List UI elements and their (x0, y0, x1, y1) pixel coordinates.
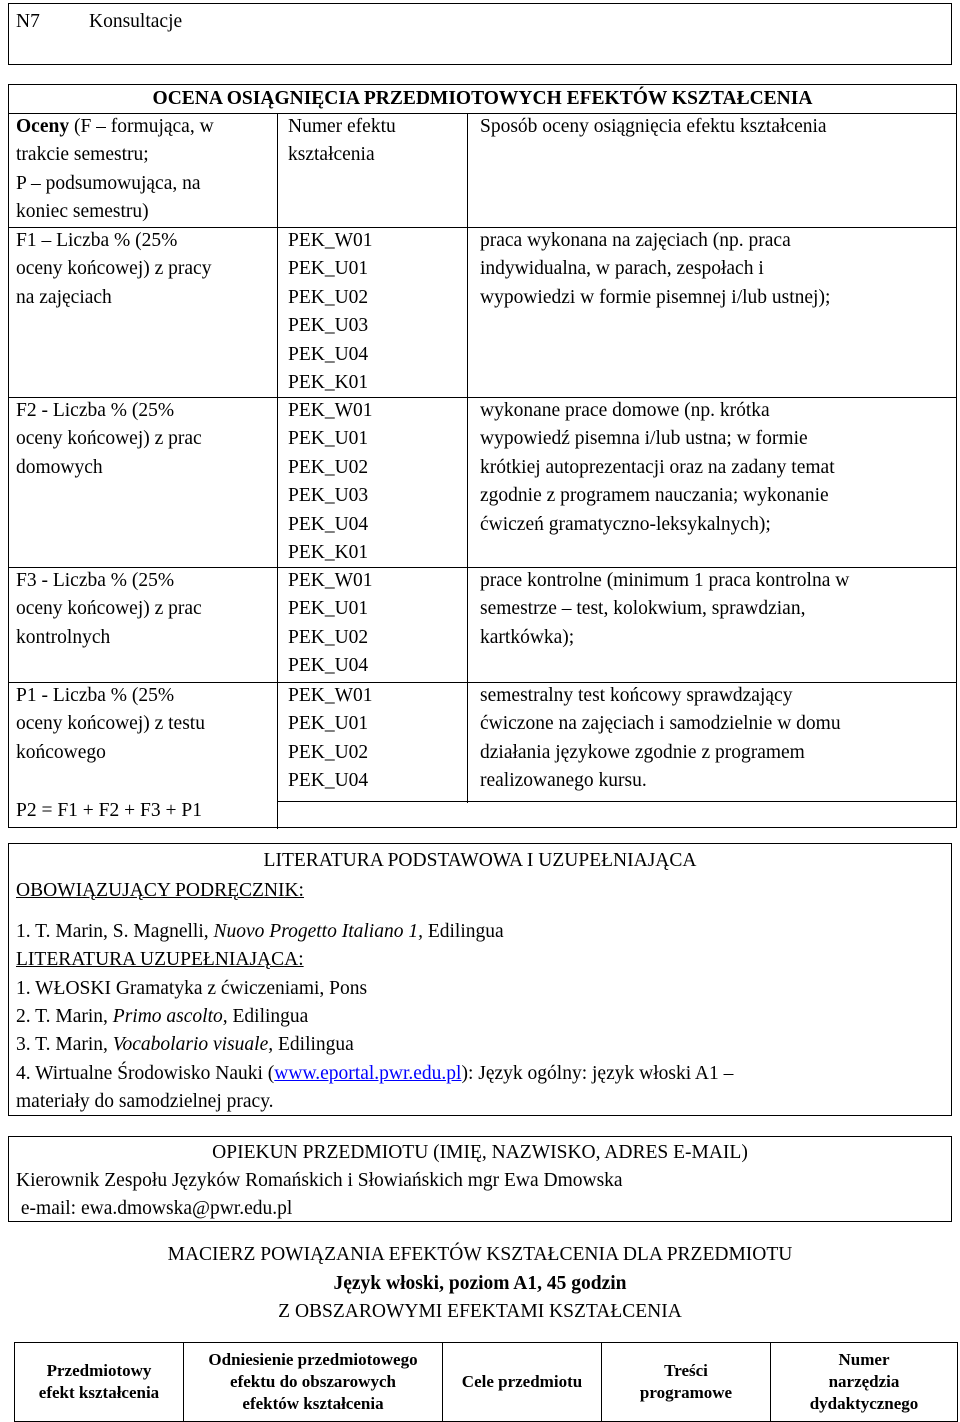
assessment-heading: OCENA OSIĄGNIĘCIA PRZEDMIOTOWYCH EFEKTÓW KSZTAŁCENIA (152, 88, 813, 109)
row-divider-5 (277, 801, 467, 802)
section-title: Konsultacje (89, 11, 183, 32)
grade-f3: F3 - Liczba % (25% oceny końcowej) z prac kontrolnych (16, 570, 202, 648)
eportal-link[interactable]: www.eportal.pwr.edu.pl (274, 1063, 462, 1084)
method-f3: prace kontrolne (minimum 1 praca kontrolna w semestrze – test, kolokwium, sprawdzian, kartkówka); (480, 570, 850, 648)
supervisor-email: e-mail: ewa.dmowska@pwr.edu.pl (16, 1198, 293, 1219)
matrix-col-objectives: Cele przedmiotu (443, 1343, 602, 1422)
supervisor-name: Kierownik Zespołu Języków Romańskich i Słowiańskich mgr Ewa Dmowska (16, 1170, 623, 1191)
effect-number-header: Numer efektu kształcenia (288, 116, 396, 166)
required-prefix: 1. T. Marin, S. Magnelli, (16, 921, 214, 942)
item3-title: Vocabolario visuale, (112, 1034, 274, 1055)
method-f2: wykonane prace domowe (np. krótka wypowiedź pisemna i/lub ustna; w formie krótkiej autoprezentacji oraz na zadany temat zgodnie z programem nauczania; wykonanie ćwiczeń gramatyczno-leksykalnych); (480, 400, 835, 535)
grade-p1: P1 - Liczba % (25% oceny końcowej) z testu końcowego (16, 685, 205, 763)
matrix-header-row (15, 1343, 958, 1422)
item3-prefix: 3. T. Marin, (16, 1034, 113, 1055)
item2-title: Primo ascolto, (112, 1006, 228, 1027)
item4-prefix: 4. Wirtualne Środowisko Nauki ( (16, 1063, 275, 1084)
item2-prefix: 2. T. Marin, (16, 1006, 113, 1027)
matrix-table (14, 1342, 958, 1422)
grade-f1: F1 – Liczba % (25% oceny końcowej) z pracy na zajęciach (16, 230, 212, 308)
supplementary-item-1: 1. WŁOSKI Gramatyka z ćwiczeniami, Pons (16, 978, 368, 999)
grade-f2: F2 - Liczba % (25% oceny końcowej) z prac domowych (16, 400, 202, 478)
supplementary-item-4 (16, 1060, 733, 1088)
effects-f1: PEK_W01 PEK_U01 PEK_U02 PEK_U03 PEK_U04 PEK_K01 (288, 230, 373, 394)
supplementary-item-2 (16, 1003, 308, 1031)
effects-f3: PEK_W01 PEK_U01 PEK_U02 PEK_U04 (288, 570, 373, 677)
literature-box (8, 843, 952, 1116)
required-suffix: Edilingua (422, 921, 504, 942)
item3-suffix: Edilingua (273, 1034, 354, 1055)
supplementary-item-4-line2: materiały do samodzielnej pracy. (16, 1091, 274, 1112)
row-divider-4 (467, 801, 956, 802)
item2-suffix: Edilingua (227, 1006, 309, 1027)
consultation-box (8, 3, 952, 65)
matrix-col-tool-number: Numer narzędzia dydaktycznego (771, 1343, 958, 1422)
method-f1: praca wykonana na zajęciach (np. praca indywidualna, w parach, zespołach i wypowiedzi w formie pisemnej i/lub ustnej); (480, 230, 831, 308)
matrix-title-1: MACIERZ POWIĄZANIA EFEKTÓW KSZTAŁCENIA DLA PRZEDMIOTU (167, 1244, 793, 1265)
grades-header-bold: Oceny (16, 116, 70, 137)
grades-header-rest: (F – formująca, w trakcie semestru; P – podsumowująca, na koniec semestru) (16, 116, 214, 223)
final-grade-formula: P2 = F1 + F2 + F3 + P1 (16, 800, 202, 821)
section-code: N7 (16, 11, 40, 32)
supplementary-item-3 (16, 1031, 354, 1059)
method-header: Sposób oceny osiągnięcia efektu kształcenia (480, 116, 827, 137)
supplementary-label: LITERATURA UZUPEŁNIAJĄCA: (16, 949, 304, 970)
matrix-title-2: Język włoski, poziom A1, 45 godzin (333, 1273, 627, 1294)
supervisor-heading: OPIEKUN PRZEDMIOTU (IMIĘ, NAZWISKO, ADRES E-MAIL) (212, 1142, 748, 1163)
required-textbook-label: OBOWIĄZUJĄCY PODRĘCZNIK: (16, 880, 304, 901)
method-p1: semestralny test końcowy sprawdzający ćwiczone na zajęciach i samodzielnie w domu działania językowe zgodnie z programem realizowanego kursu. (480, 685, 841, 792)
assessment-table (8, 84, 957, 828)
supervisor-box (8, 1136, 952, 1222)
literature-heading: LITERATURA PODSTAWOWA I UZUPEŁNIAJĄCA (263, 850, 697, 871)
required-title: Nuovo Progetto Italiano 1, (213, 921, 423, 942)
item4-suffix: ): Język ogólny: język włoski A1 – (461, 1063, 734, 1084)
grades-header (11, 113, 287, 227)
effects-f2: PEK_W01 PEK_U01 PEK_U02 PEK_U03 PEK_U04 PEK_K01 (288, 400, 373, 564)
matrix-col-content: Treści programowe (602, 1343, 771, 1422)
effects-p1: PEK_W01 PEK_U01 PEK_U02 PEK_U04 (288, 685, 373, 792)
matrix-col-area-reference: Odniesienie przedmiotowego efektu do obszarowych efektów kształcenia (184, 1343, 443, 1422)
matrix-col-subject-effect: Przedmiotowy efekt kształcenia (15, 1343, 184, 1422)
matrix-title-3: Z OBSZAROWYMI EFEKTAMI KSZTAŁCENIA (278, 1301, 682, 1322)
required-textbook-item (16, 918, 504, 946)
